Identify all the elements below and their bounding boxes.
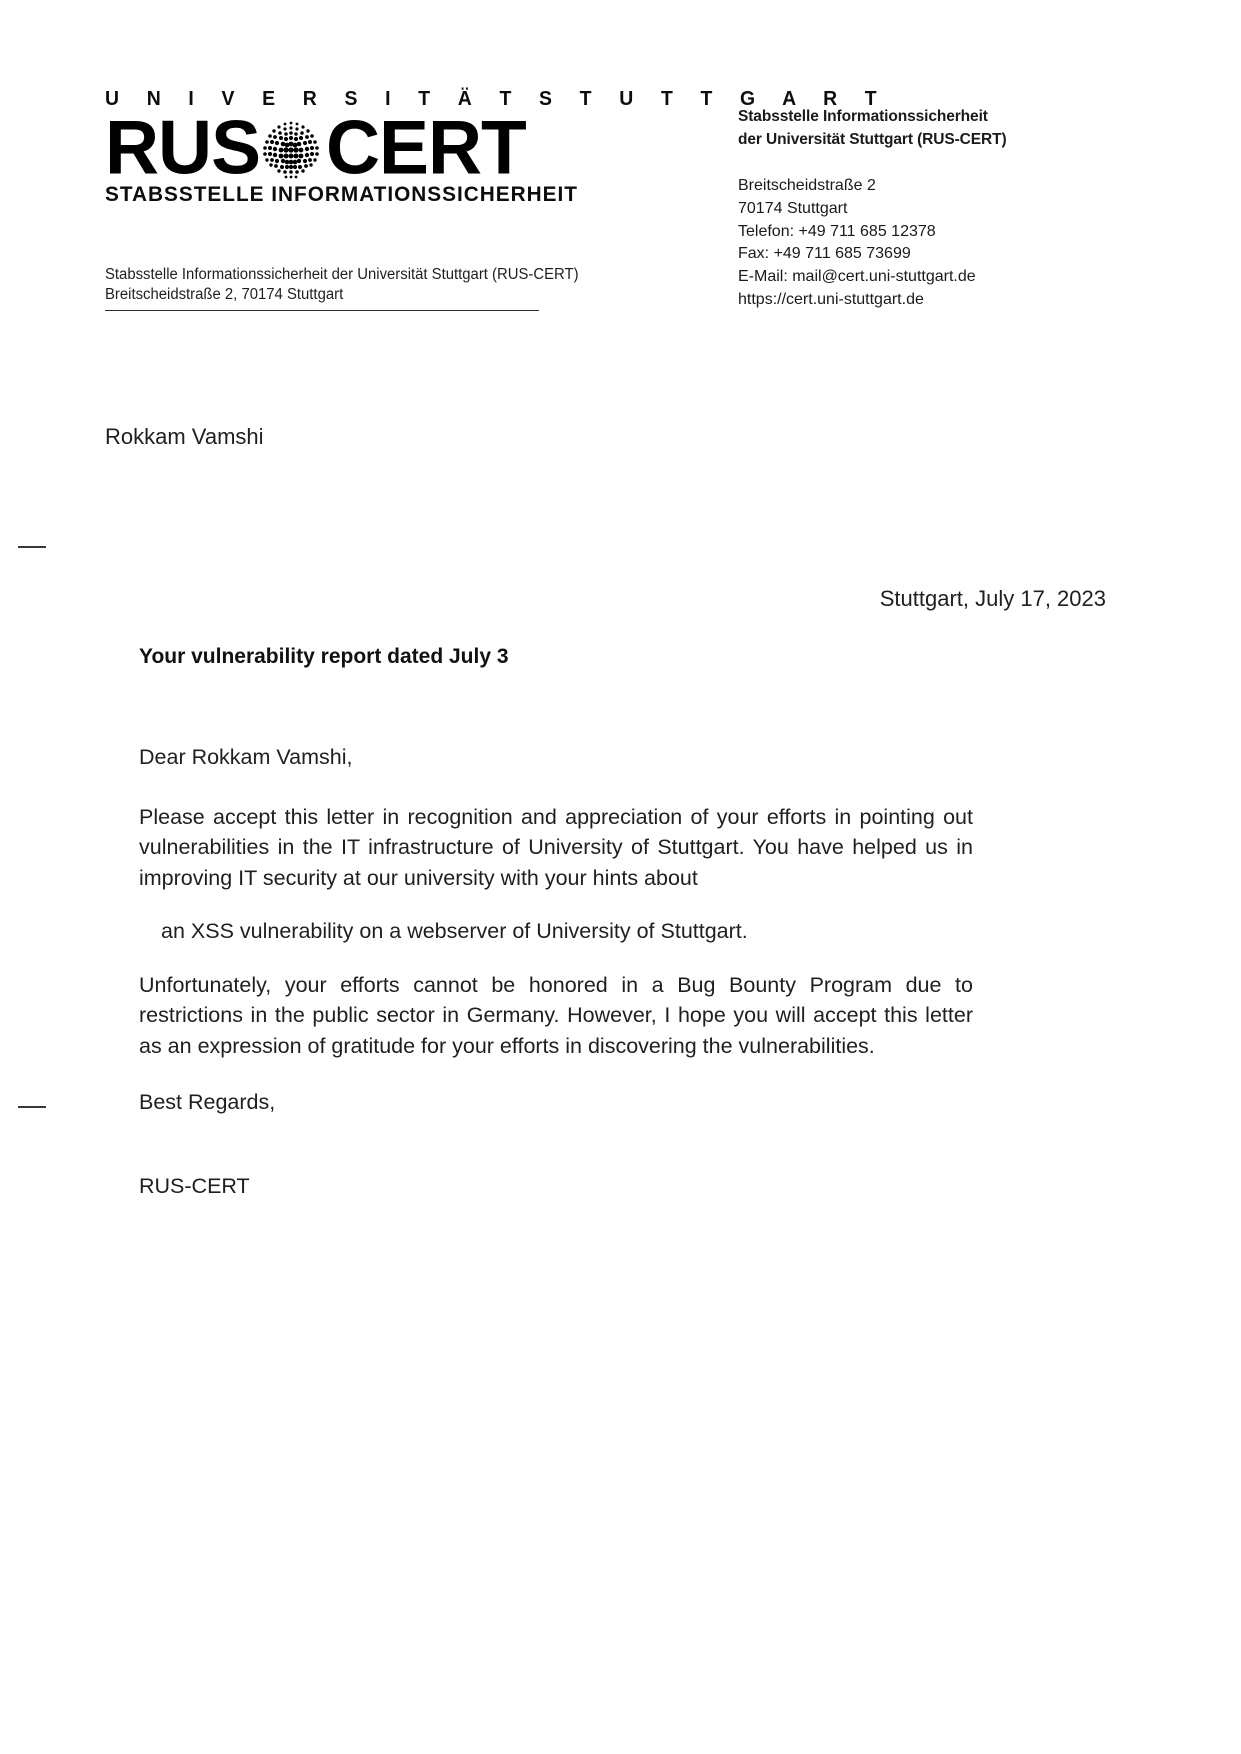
logo-wordmark	[105, 105, 595, 191]
return-address	[105, 265, 579, 311]
letter-date: Stuttgart, July 17, 2023	[879, 586, 1106, 611]
logo-subtitle: STABSSTELLE INFORMATIONSSICHERHEIT	[105, 183, 578, 206]
sender-street: Breitscheidstraße 2	[738, 177, 876, 194]
sender-city: 70174 Stuttgart	[738, 199, 848, 217]
logo-word-rus: RUS	[105, 105, 260, 191]
logo-word-cert: CERT	[326, 105, 526, 191]
letter-subject: Your vulnerability report dated July 3	[139, 645, 509, 668]
letter-paragraph-2: Unfortunately, your efforts cannot be honored in a Bug Bounty Program due to restrictions in the public sector in Germany. However, I hope you will accept this letter as an expression of gratitude for your efforts in discovering the vulnerabilities.	[139, 972, 973, 1058]
recipient-name: Rokkam Vamshi	[105, 424, 264, 449]
return-address-line-1: Stabsstelle Informationssicherheit der Universität Stuttgart (RUS-CERT)	[105, 266, 579, 283]
return-address-line-2: Breitscheidstraße 2, 70174 Stuttgart	[105, 286, 344, 303]
sender-details	[738, 175, 1068, 312]
fold-mark-bottom	[18, 1106, 46, 1108]
letter-salutation: Dear Rokkam Vamshi,	[139, 745, 353, 769]
sender-phone: Telefon: +49 711 685 12378	[738, 222, 936, 240]
sender-fax: Fax: +49 711 685 73699	[738, 245, 911, 263]
sender-email: E-Mail: mail@cert.uni-stuttgart.de	[738, 268, 976, 286]
letter-closing: Best Regards,	[139, 1090, 276, 1114]
fold-mark-top	[18, 546, 46, 548]
sender-contact-block	[738, 105, 1068, 312]
logo-university-line: U N I V E R S I T Ä T S T U T T G A R T	[105, 88, 888, 110]
sender-name-line-1: Stabsstelle Informationssicherheit	[738, 108, 988, 125]
letter-paragraph-1: Please accept this letter in recognition and appreciation of your efforts in pointing out vulnerabilities in the IT infrastructure of University of Stuttgart. You have helped us in improving IT security at our university with your hints about	[139, 804, 973, 890]
letter-signature: RUS-CERT	[139, 1173, 250, 1198]
letter-body	[139, 742, 973, 1201]
letter-finding: an XSS vulnerability on a webserver of University of Stuttgart.	[161, 919, 748, 943]
sender-website: https://cert.uni-stuttgart.de	[738, 290, 924, 308]
halftone-dot-circle-icon	[258, 117, 324, 183]
sender-name-line-2: der Universität Stuttgart (RUS-CERT)	[738, 131, 1007, 148]
